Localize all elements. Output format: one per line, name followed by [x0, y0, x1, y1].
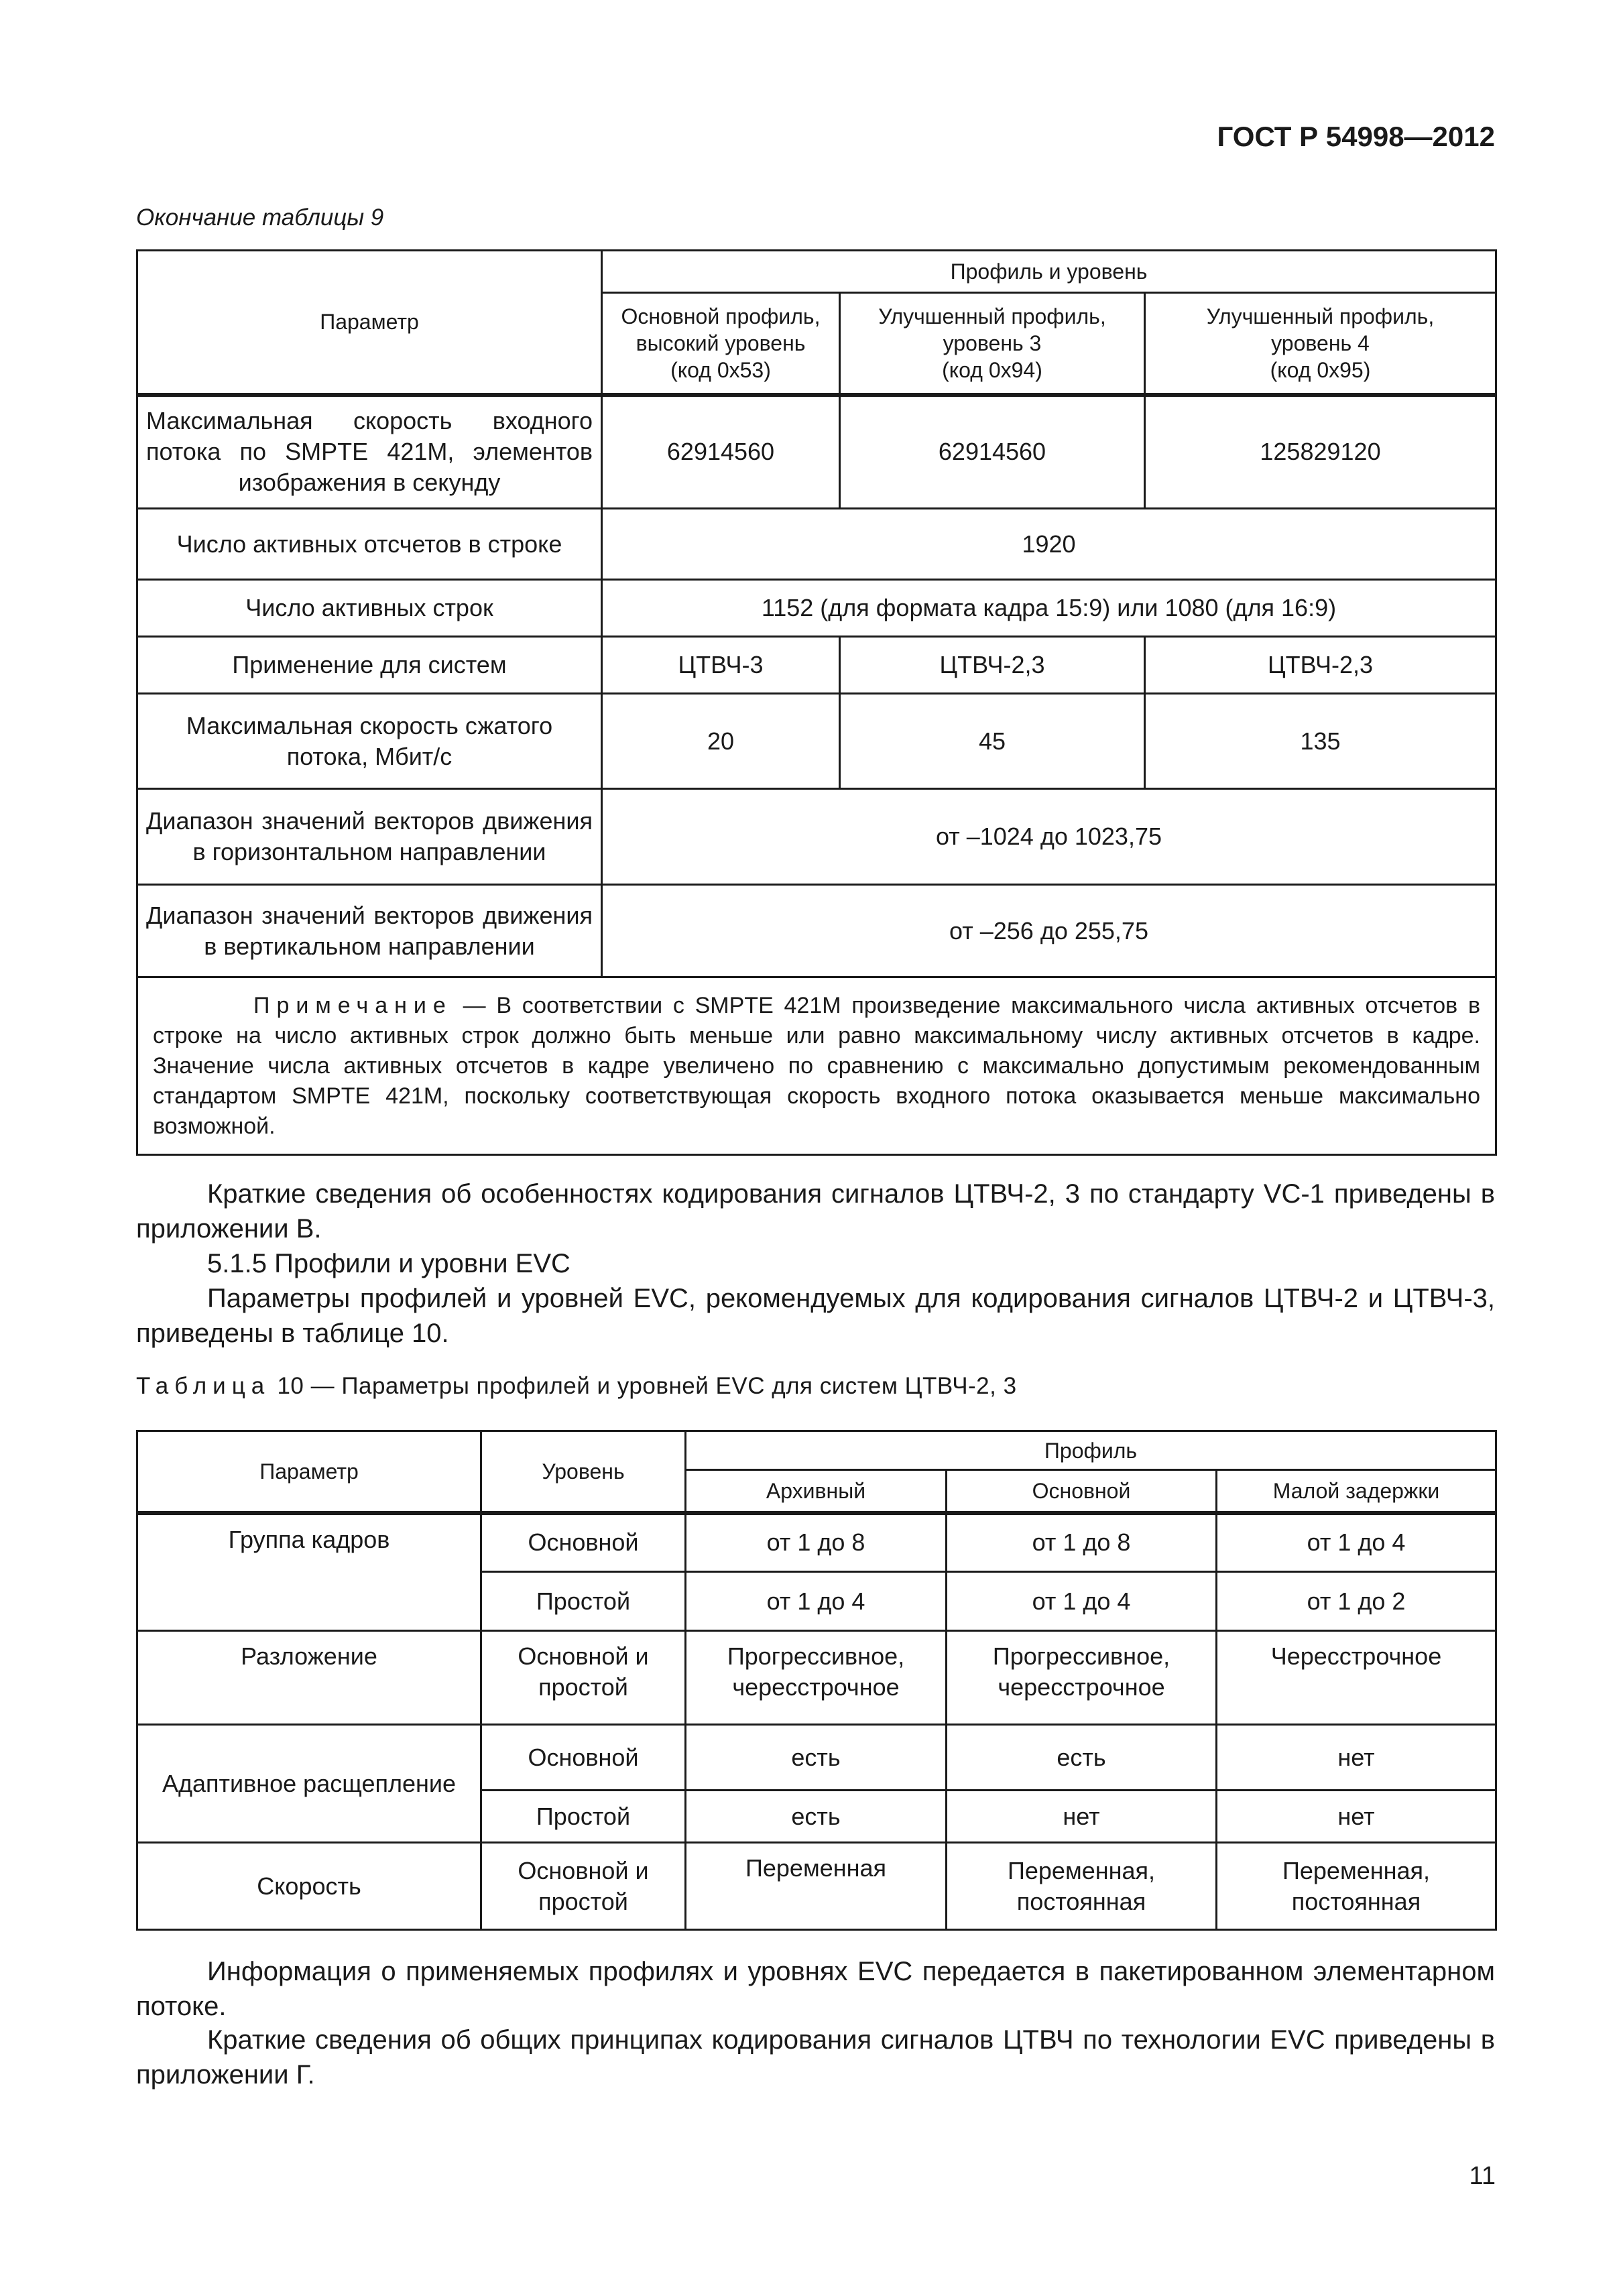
table-cell: ЦТВЧ-2,3: [1145, 637, 1496, 694]
level-cell: Основной и простой: [481, 1631, 686, 1725]
table-cell: ЦТВЧ-2,3: [840, 637, 1145, 694]
row-label: Группа кадров: [137, 1513, 481, 1631]
table-10: [136, 1430, 1497, 1931]
table-cell: 45: [840, 694, 1145, 789]
column-header: Малой задержки: [1217, 1470, 1496, 1513]
table-9: [136, 249, 1497, 1156]
level-cell: Простой: [481, 1572, 686, 1631]
level-cell: Основной: [481, 1513, 686, 1572]
table-cell: от –1024 до 1023,75: [602, 789, 1496, 885]
table9-note: [137, 977, 1496, 1155]
column-header: Улучшенный профиль, уровень 4 (код 0x95): [1145, 293, 1496, 395]
table9-caption: Окончание таблицы 9: [136, 204, 384, 231]
table-cell: 62914560: [840, 395, 1145, 509]
row-label: Разложение: [137, 1631, 481, 1725]
table-cell: есть: [947, 1725, 1217, 1791]
profile-header: Профиль: [686, 1431, 1496, 1470]
table-cell: Прогрессивное, чересстрочное: [947, 1631, 1217, 1725]
standard-header: ГОСТ Р 54998—2012: [1217, 121, 1495, 152]
table-cell: от –256 до 255,75: [602, 885, 1496, 977]
section-heading: 5.1.5 Профили и уровни EVC: [207, 1249, 570, 1278]
page-number: 11: [1469, 2162, 1496, 2190]
level-cell: Основной: [481, 1725, 686, 1791]
table-cell: 1920: [602, 509, 1496, 580]
table-cell: 1152 (для формата кадра 15:9) или 1080 (для 16:9): [602, 580, 1496, 637]
table-cell: 125829120: [1145, 395, 1496, 509]
level-cell: Основной и простой: [481, 1843, 686, 1930]
table-cell: нет: [947, 1791, 1217, 1843]
param-header: Параметр: [137, 251, 602, 395]
row-label: Максимальная скорость сжатого потока, Мбит/с: [137, 694, 602, 789]
table-cell: 135: [1145, 694, 1496, 789]
level-cell: Простой: [481, 1791, 686, 1843]
row-label: Диапазон значений векторов движения в горизонтальном направлении: [137, 789, 602, 885]
table-cell: от 1 до 8: [947, 1513, 1217, 1572]
row-label: Число активных строк: [137, 580, 602, 637]
table10-caption: Таблица 10 — Параметры профилей и уровней EVC для систем ЦТВЧ-2, 3: [136, 1373, 1017, 1399]
table-cell: от 1 до 4: [686, 1572, 947, 1631]
table-cell: есть: [686, 1791, 947, 1843]
column-header: Улучшенный профиль, уровень 3 (код 0x94): [840, 293, 1145, 395]
table-cell: есть: [686, 1725, 947, 1791]
paragraph: Параметры профилей и уровней EVC, рекомендуемых для кодирования сигналов ЦТВЧ-2 и ЦТВЧ-3, приведены в таблице 10.: [136, 1284, 1495, 1348]
table-cell: от 1 до 4: [947, 1572, 1217, 1631]
paragraph: Краткие сведения об общих принципах кодирования сигналов ЦТВЧ по технологии EVC приведены в приложении Г.: [136, 2025, 1495, 2090]
row-label: Диапазон значений векторов движения в вертикальном направлении: [137, 885, 602, 977]
table-cell: Переменная: [686, 1843, 947, 1930]
param-header: Параметр: [137, 1431, 481, 1513]
profile-level-header: Профиль и уровень: [602, 251, 1496, 293]
table-cell: нет: [1217, 1791, 1496, 1843]
table-cell: ЦТВЧ-3: [602, 637, 840, 694]
table-cell: нет: [1217, 1725, 1496, 1791]
row-label: Число активных отсчетов в строке: [137, 509, 602, 580]
note-label: Примечание: [253, 992, 453, 1018]
column-header: Основной профиль, высокий уровень (код 0x53): [602, 293, 840, 395]
table-cell: Переменная, постоянная: [1217, 1843, 1496, 1930]
row-label: Максимальная скорость входного потока по SMPTE 421M, элементов изображения в секунду: [137, 395, 602, 509]
table-cell: от 1 до 4: [1217, 1513, 1496, 1572]
column-header: Архивный: [686, 1470, 947, 1513]
row-label: Скорость: [137, 1843, 481, 1930]
paragraph: Краткие сведения об особенностях кодирования сигналов ЦТВЧ-2, 3 по стандарту VC-1 приведены в приложении В.: [136, 1179, 1495, 1244]
table-cell: Переменная, постоянная: [947, 1843, 1217, 1930]
row-label: Применение для систем: [137, 637, 602, 694]
table-cell: Чересстрочное: [1217, 1631, 1496, 1725]
row-label: Адаптивное расщепление: [137, 1725, 481, 1843]
table-cell: 62914560: [602, 395, 840, 509]
paragraph: Информация о применяемых профилях и уровнях EVC передается в пакетированном элементарном потоке.: [136, 1957, 1495, 2021]
note-text: — В соответствии с SMPTE 421M произведение максимального числа активных отсчетов в строке на число активных строк должно быть меньше или равно максимальному числу активных отсчетов в кадре. Значение числа активных отсчетов в кадре увеличено по сравнению с максимально допустимым рекомендованным стандартом SMPTE 421M, поскольку соответствующая скорость входного потока оказывается меньше максимально возможной.: [153, 992, 1481, 1139]
table-cell: Прогрессивное, чересстрочное: [686, 1631, 947, 1725]
table-cell: 20: [602, 694, 840, 789]
table-cell: от 1 до 2: [1217, 1572, 1496, 1631]
column-header: Основной: [947, 1470, 1217, 1513]
table-cell: от 1 до 8: [686, 1513, 947, 1572]
level-header: Уровень: [481, 1431, 686, 1513]
